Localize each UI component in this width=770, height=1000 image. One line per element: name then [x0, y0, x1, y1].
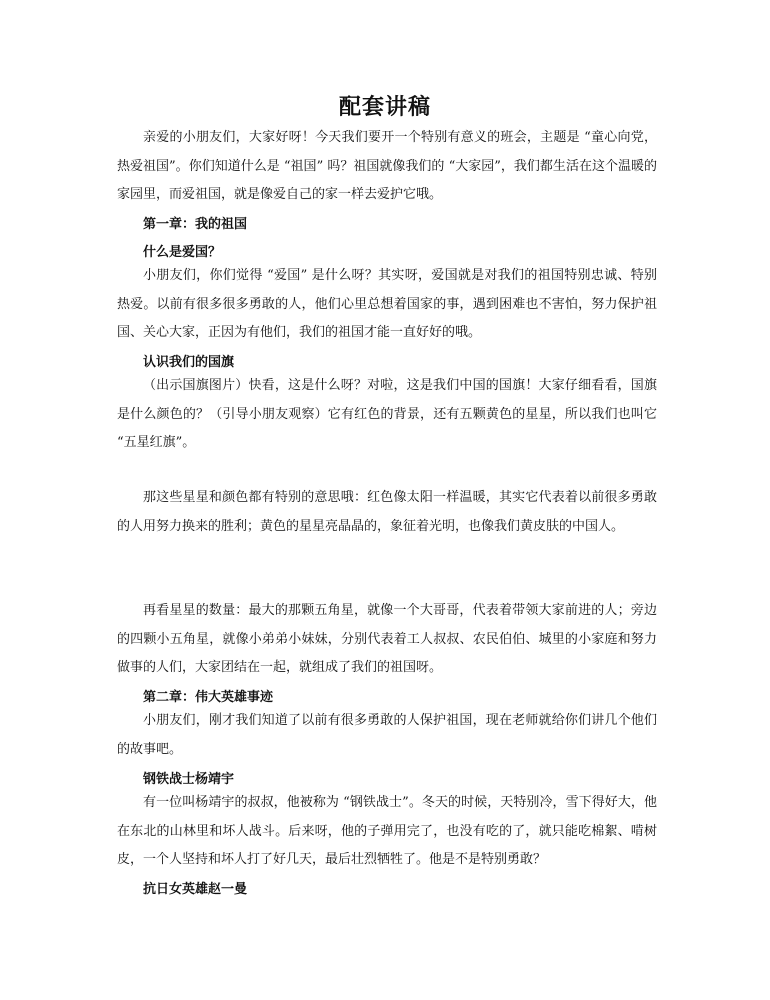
chapter-2-intro-text: 小朋友们，刚才我们知道了以前有很多勇敢的人保护祖国，现在老师就给你们讲几个他们的故事吧。 [117, 713, 657, 757]
section-national-flag-heading: 认识我们的国旗 [143, 355, 235, 370]
section-yang-jingyu-text: 有一位叫杨靖宇的叔叔，他被称为 “钢铁战士”。冬天的时候，天特别冷，雪下得好大，他在东北的山林里和坏人战斗。后来呀，他的子弹用完了，也没有吃的了，就只能吃棉絮、啃树皮，一个人坚持和坏人打了好几天，最后壮烈牺牲了。他是不是特别勇敢？ [117, 795, 657, 868]
section-zhao-yiman-heading: 抗日女英雄赵一曼 [143, 882, 248, 897]
intro-paragraph: 亲爱的小朋友们，大家好呀！今天我们要开一个特别有意义的班会，主题是 “童心向党，热爱祖国”。你们知道什么是 “祖国” 吗？祖国就像我们的 “大家园”，我们都生活在这个温暖的家园里，而爱祖国，就是像爱自己的家一样去爱护它哦。 [117, 130, 657, 203]
chapter-2-heading: 第二章：伟大英雄事迹 [143, 690, 274, 705]
section-national-flag-text-1: （出示国旗图片）快看，这是什么呀？对啦，这是我们中国的国旗！大家仔细看看，国旗是什么颜色的？（引导小朋友观察）它有红色的背景，还有五颗黄色的星星，所以我们也叫它 “五星红旗”。 [117, 378, 657, 451]
page-title: 配套讲稿 [338, 94, 431, 120]
section-national-flag-text-2: 那这些星星和颜色都有特别的意思哦：红色像太阳一样温暖，其实它代表着以前很多勇敢的人用努力换来的胜利；黄色的星星亮晶晶的，象征着光明，也像我们黄皮肤的中国人。 [117, 490, 657, 534]
section-national-flag-text-3: 再看星星的数量：最大的那颗五角星，就像一个大哥哥，代表着带领大家前进的人；旁边的四颗小五角星，就像小弟弟小妹妹，分别代表着工人叔叔、农民伯伯、城里的小家庭和努力做事的人们，大家团结在一起，就组成了我们的祖国呀。 [117, 603, 657, 676]
section-what-is-patriotism-heading: 什么是爱国？ [143, 245, 222, 260]
section-yang-jingyu-heading: 钢铁战士杨靖宇 [143, 772, 235, 787]
section-what-is-patriotism-text: 小朋友们，你们觉得 “爱国” 是什么呀？其实呀，爱国就是对我们的祖国特别忠诚、特别热爱。以前有很多很多勇敢的人，他们心里总想着国家的事，遇到困难也不害怕，努力保护祖国、关心大家，正因为有他们，我们的祖国才能一直好好的哦。 [117, 268, 657, 341]
chapter-1-heading: 第一章：我的祖国 [143, 217, 248, 232]
